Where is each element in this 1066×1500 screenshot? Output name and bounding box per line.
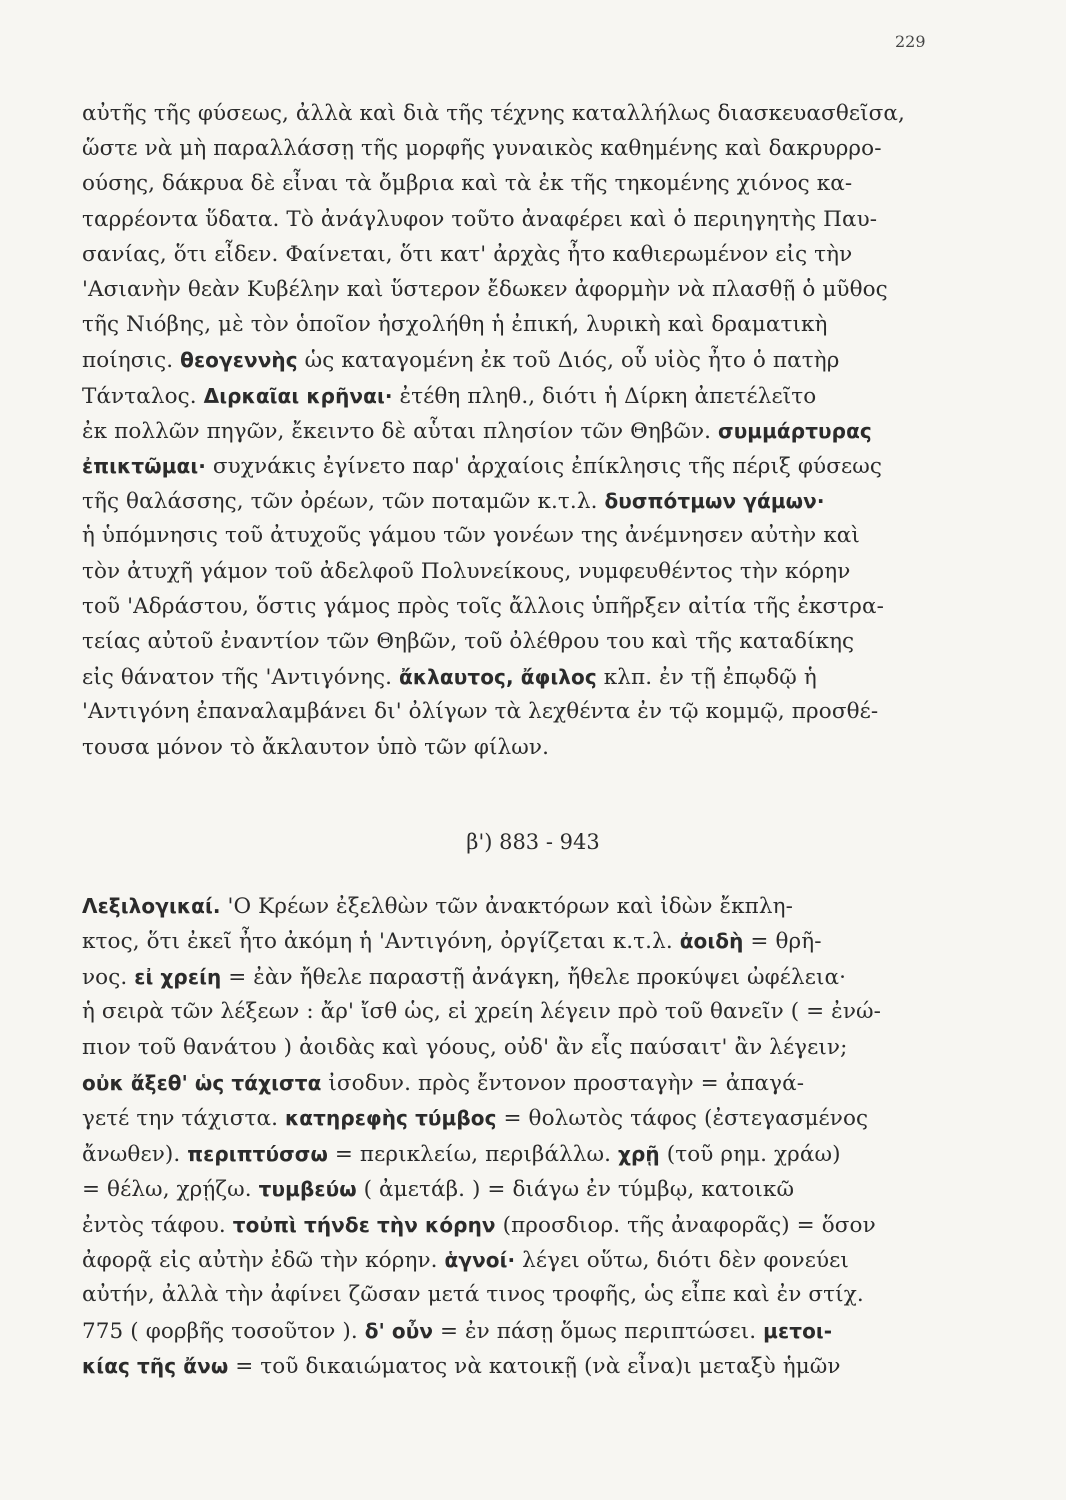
text-line <box>82 558 850 586</box>
text-line <box>82 206 877 234</box>
text-run: = ἐν πάσῃ ὅμως περιπτώσει. <box>433 1318 764 1344</box>
bold-term: ἀοιδὴ <box>679 929 744 954</box>
text-run: αὐτῆς τῆς φύσεως, ἀλλὰ καὶ διὰ τῆς τέχνης καταλλήλως διασκευασθεῖσα, <box>82 101 905 126</box>
bold-term: δυσπότμων γάμων· <box>604 489 825 514</box>
text-line <box>82 1175 794 1204</box>
text-line <box>82 241 852 269</box>
text-run: ( ἀμετάβ. ) = διάγω ἐν τύμβῳ, κατοικῶ <box>356 1177 795 1203</box>
text-run: 'Ο Κρέων ἐξελθὼν τῶν ἀνακτόρων καὶ ἰδὼν ἔκπλη- <box>220 894 793 919</box>
bold-term: ἐπικτῶμαι· <box>82 454 206 478</box>
text-line <box>82 100 905 128</box>
text-line <box>82 1317 832 1346</box>
text-run: κτος, ὅτι ἐκεῖ ἦτο ἀκόμη ἡ 'Αντιγόνη, ὀργίζεται κ.τ.λ. <box>82 929 680 955</box>
text-line <box>82 311 828 339</box>
text-run: τῆς θαλάσσης, τῶν ὀρέων, τῶν ποταμῶν κ.τ.λ. <box>82 489 605 515</box>
bold-term: Λεξιλογικαί. <box>82 894 221 918</box>
text-run: τὸν ἀτυχῆ γάμον τοῦ ἀδελφοῦ Πολυνείκους, νυμφευθέντος τὴν κόρην <box>82 558 851 584</box>
page-number: 229 <box>895 32 926 51</box>
text-run: τῆς Νιόβης, μὲ τὸν ὁποῖον ἠσχολήθη ἡ ἐπική, λυρικὴ καὶ δραματικὴ <box>82 312 828 338</box>
text-line <box>82 135 882 163</box>
text-run: αὐτήν, ἀλλὰ τὴν ἀφίνει ζῶσαν μετά τινος τροφῆς, ὡς εἶπε καὶ ἐν στίχ. <box>82 1282 864 1308</box>
text-run: κλπ. ἐν τῇ ἐπῳδῷ ἡ <box>596 665 817 691</box>
text-line <box>82 963 846 992</box>
text-line <box>82 1281 864 1309</box>
text-run: ούσης, δάκρυα δὲ εἶναι τὰ ὄμβρια καὶ τὰ ἐκ τῆς τηκομένης χιόνος κα- <box>82 171 853 197</box>
text-run: (τοῦ ρημ. χράω) <box>659 1141 841 1167</box>
bold-term: ἄκλαυτος, ἄφιλος <box>398 665 597 690</box>
text-run: ἡ ὑπόμνησις τοῦ ἀτυχοῦς γάμου τῶν γονέων της ἀνέμνησεν αὐτὴν καὶ <box>82 523 860 549</box>
text-line <box>82 698 878 726</box>
text-run: τείας αὐτοῦ ἐναντίον τῶν Θηβῶν, τοῦ ὀλέθρου του καὶ τῆς καταδίκης <box>82 629 855 654</box>
text-run: νος. <box>82 964 135 990</box>
text-line <box>82 734 549 762</box>
text-run: συχνάκις ἐγίνετο παρ' ἀρχαίοις ἐπίκλησις τῆς πέριξ φύσεως <box>205 454 883 479</box>
text-run: ἐτέθη πληθ., διότι ἡ Δίρκη ἀπετέλεῖτο <box>392 383 817 409</box>
text-line <box>82 487 825 516</box>
text-run: ὡς καταγομένη ἐκ τοῦ Διός, οὗ υἱὸς ἦτο ὁ πατὴρ <box>297 348 840 374</box>
text-line <box>82 1034 847 1062</box>
text-line <box>82 1211 876 1240</box>
text-line <box>82 170 852 198</box>
text-line <box>82 663 817 692</box>
bold-term: τοὐπὶ τήνδε τὴν κόρην <box>232 1212 496 1237</box>
bold-term: συμμάρτυρας <box>718 418 872 443</box>
bold-term: ἁγνοί· <box>444 1248 516 1272</box>
text-run: = τοῦ δικαιώματος νὰ κατοικῇ (νὰ εἶνα)ι μεταξὺ ἡμῶν <box>228 1354 841 1380</box>
text-line <box>82 1352 841 1381</box>
bold-term: μετοι- <box>763 1318 833 1343</box>
text-run: ταρρέοντα ὕδατα. Τὸ ἀνάγλυφον τοῦτο ἀναφέρει καὶ ὁ περιηγητὴς Παυ- <box>82 206 878 232</box>
bold-term: χρῇ <box>618 1141 660 1166</box>
text-run: 775 ( φορβῆς τοσοῦτον ). <box>82 1318 365 1344</box>
bold-term: οὐκ ἄξεθ' ὡς τάχιστα <box>82 1071 322 1095</box>
text-run: Τάνταλος. <box>82 383 204 409</box>
bold-term: θεογεννὴς <box>180 348 298 373</box>
text-run: 'Ασιανὴν θεὰν Κυβέλην καὶ ὕστερον ἔδωκεν ἀφορμὴν νὰ πλασθῇ ὁ μῦθος <box>82 277 888 302</box>
text-line <box>82 522 860 550</box>
text-run: 'Αντιγόνη ἐπαναλαμβάνει δι' ὀλίγων τὰ λεχθέντα ἐν τῷ κομμῷ, προσθέ- <box>82 699 879 725</box>
text-run: ὥστε νὰ μὴ παραλλάσσῃ τῆς μορφῆς γυναικὸς καθημένης καὶ δακρυρρο- <box>82 136 882 162</box>
text-run: εἰς θάνατον τῆς 'Αντιγόνης. <box>82 665 399 691</box>
bold-term: κατηρεφὴς τύμβος <box>284 1106 497 1131</box>
text-line <box>82 1246 849 1275</box>
text-line <box>82 417 872 446</box>
bold-term: κίας τῆς ἄνω <box>82 1354 229 1379</box>
text-run: ἀφορᾷ εἰς αὐτὴν ἐδῶ τὴν κόρην. <box>82 1248 445 1273</box>
text-line <box>82 998 881 1026</box>
text-run: = θέλω, χρῄζω. <box>82 1177 259 1203</box>
bold-term: τυμβεύω <box>258 1177 357 1202</box>
text-run: γετέ την τάχιστα. <box>82 1106 285 1132</box>
section-heading: β') 883 - 943 <box>466 830 600 854</box>
bold-term: περιπτύσσω <box>187 1141 328 1166</box>
text-line <box>82 1104 868 1133</box>
text-line <box>82 382 816 411</box>
text-run: ἰσοδυν. πρὸς ἔντονον προσταγὴν = ἀπαγά- <box>321 1071 805 1096</box>
text-line <box>82 927 822 956</box>
text-run: ποίησις. <box>82 348 181 374</box>
bold-term: εἰ χρείη <box>134 964 222 989</box>
text-line <box>82 452 882 481</box>
text-run: = περικλείω, περιβάλλω. <box>327 1141 619 1167</box>
text-line <box>82 276 888 304</box>
text-line <box>82 593 884 621</box>
text-run: πιον τοῦ θανάτου ) ἀοιδὰς καὶ γόους, οὐδ' ἂν εἷς παύσαιτ' ἂν λέγειν; <box>82 1034 848 1060</box>
text-run: ἄνωθεν). <box>82 1141 188 1167</box>
text-run: = ἐὰν ἤθελε παραστῇ ἀνάγκη, ἤθελε προκύψει ὠφέλεια· <box>221 964 847 990</box>
text-run: = θολωτὸς τάφος (ἐστεγασμένος <box>496 1106 869 1132</box>
text-run: λέγει οὕτω, διότι δὲν φονεύει <box>515 1248 849 1273</box>
bold-term: Διρκαῖαι κρῆναι· <box>203 383 393 408</box>
text-run: = θρῆ- <box>743 929 822 955</box>
text-line <box>82 346 839 375</box>
text-run: σανίας, ὅτι εἶδεν. Φαίνεται, ὅτι κατ' ἀρχὰς ἦτο καθιερωμένον εἰς τὴν <box>82 241 853 267</box>
text-run: ἐντὸς τάφου. <box>82 1212 233 1238</box>
text-line <box>82 892 793 921</box>
text-run: ἐκ πολλῶν πηγῶν, ἔκειντο δὲ αὗται πλησίον τῶν Θηβῶν. <box>82 418 719 444</box>
bold-term: δ' οὖν <box>364 1318 434 1343</box>
text-run: τοῦ 'Αδράστου, ὅστις γάμος πρὸς τοῖς ἄλλοις ὑπῆρξεν αἰτία τῆς ἐκστρα- <box>82 593 885 619</box>
text-run: ἡ σειρὰ τῶν λέξεων : ἄρ' ἴσθ ὡς, εἰ χρείη λέγειν πρὸ τοῦ θανεῖν ( = ἐνώ- <box>82 999 881 1025</box>
text-line <box>82 1140 841 1169</box>
text-run: (προσδιορ. τῆς ἀναφορᾶς) = ὅσον <box>495 1212 876 1238</box>
text-line <box>82 628 854 656</box>
text-run: τουσα μόνον τὸ ἄκλαυτον ὑπὸ τῶν φίλων. <box>82 734 550 760</box>
text-line <box>82 1069 804 1098</box>
